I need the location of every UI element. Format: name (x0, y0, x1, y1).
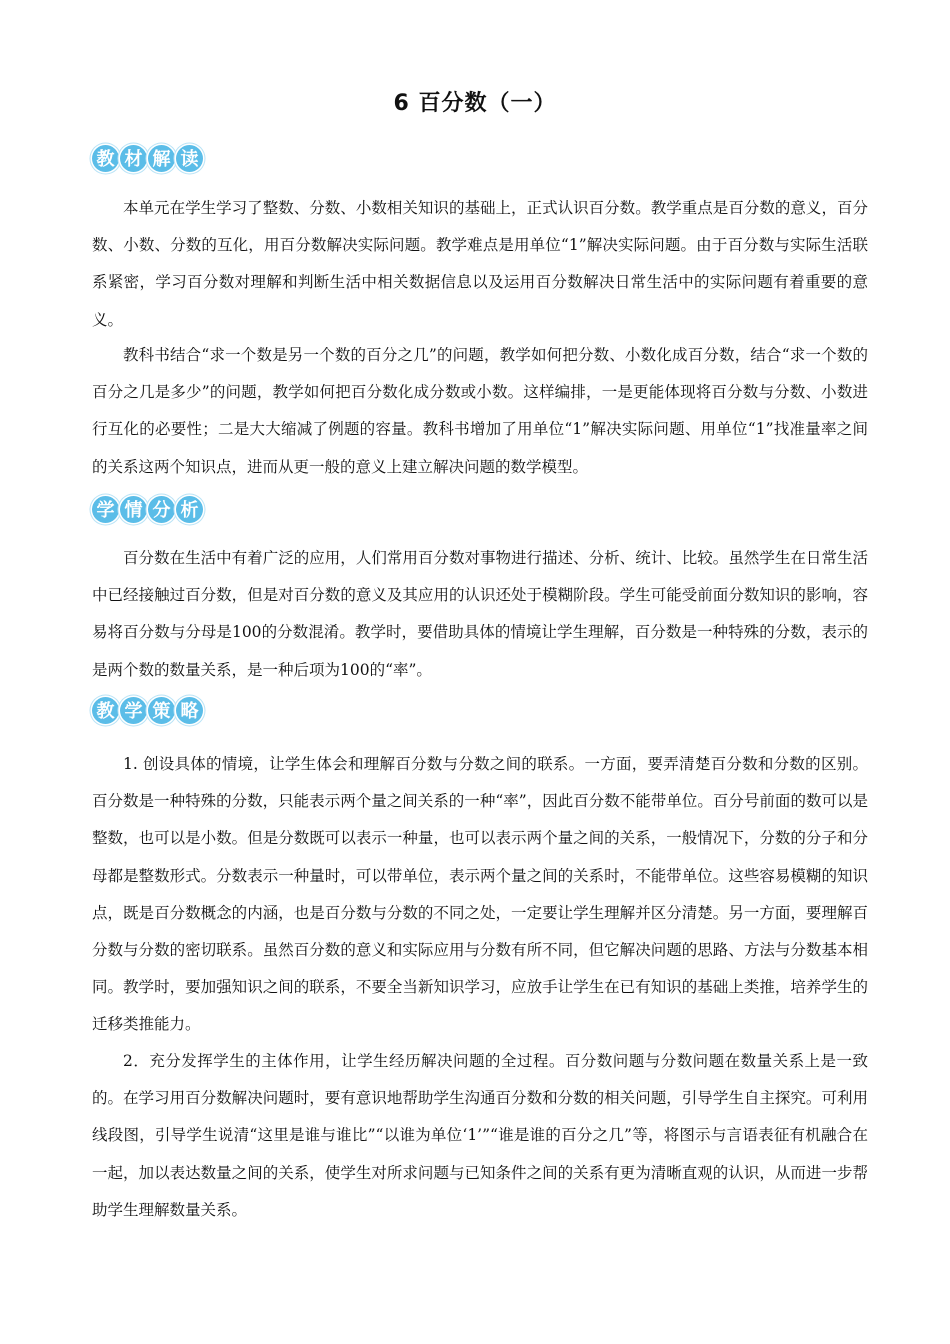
section-badge-student-analysis (92, 493, 203, 525)
badge-char: 解 (148, 145, 175, 172)
badge-char: 分 (148, 496, 175, 523)
badge-char: 策 (148, 697, 175, 724)
paragraph-textbook-2: 教科书结合“求一个数是另一个数的百分之几”的问题，教学如何把分数、小数化成百分数，结合“求一个数的百分之几是多少”的问题，教学如何把百分数化成分数或小数。这样编排，一是更能体现将百分数与分数、小数进行互化的必要性；二是大大缩减了例题的容量。教科书增加了用单位“1”解决实际问题、用单位“1”找准量率之间的关系这两个知识点，进而从更一般的意义上建立解决问题的数学模型。 (92, 346, 868, 476)
badge-char: 情 (120, 496, 147, 523)
section-badge-teaching-strategy (92, 694, 203, 726)
section-badge-textbook-interpretation (92, 142, 203, 174)
page-title: 6 百分数（一） (393, 91, 557, 116)
paragraph-strategy-2: 2．充分发挥学生的主体作用，让学生经历解决问题的全过程。百分数问题与分数问题在数量关系上是一致的。在学习用百分数解决问题时，要有意识地帮助学生沟通百分数和分数的相关问题，引导学生自主探究。可利用线段图，引导学生说清“这里是谁与谁比”“以谁为单位‘1’”“谁是谁的百分之几”等，将图示与言语表征有机融合在一起，加以表达数量之间的关系，使学生对所求问题与已知条件之间的关系有更为清晰直观的认识，从而进一步帮助学生理解数量关系。 (92, 1052, 868, 1219)
badge-char: 读 (176, 145, 203, 172)
badge-char: 学 (92, 496, 119, 523)
badge-char: 教 (92, 145, 119, 172)
badge-char: 学 (120, 697, 147, 724)
paragraph-students-1: 百分数在生活中有着广泛的应用，人们常用百分数对事物进行描述、分析、统计、比较。虽然学生在日常生活中已经接触过百分数，但是对百分数的意义及其应用的认识还处于模糊阶段。学生可能受前面分数知识的影响，容易将百分数与分母是100的分数混淆。教学时，要借助具体的情境让学生理解，百分数是一种特殊的分数，表示的是两个数的数量关系，是一种后项为100的“率”。 (92, 549, 868, 679)
paragraph-textbook-1: 本单元在学生学习了整数、分数、小数相关知识的基础上，正式认识百分数。教学重点是百分数的意义，百分数、小数、分数的互化，用百分数解决实际问题。教学难点是用单位“1”解决实际问题。由于百分数与实际生活联系紧密，学习百分数对理解和判断生活中相关数据信息以及运用百分数解决日常生活中的实际问题有着重要的意义。 (92, 199, 868, 329)
paragraph-strategy-1: 1. 创设具体的情境，让学生体会和理解百分数与分数之间的联系。一方面，要弄清楚百分数和分数的区别。百分数是一种特殊的分数，只能表示两个量之间关系的一种“率”，因此百分数不能带单位。百分号前面的数可以是整数，也可以是小数。但是分数既可以表示一种量，也可以表示两个量之间的关系，一般情况下，分数的分子和分母都是整数形式。分数表示一种量时，可以带单位，表示两个量之间的关系时，不能带单位。这些容易模糊的知识点，既是百分数概念的内涵，也是百分数与分数的不同之处，一定要让学生理解并区分清楚。另一方面，要理解百分数与分数的密切联系。虽然百分数的意义和实际应用与分数有所不同，但它解决问题的思路、方法与分数基本相同。教学时，要加强知识之间的联系，不要全当新知识学习，应放手让学生在已有知识的基础上类推，培养学生的迁移类推能力。 (92, 755, 868, 1034)
badge-char: 教 (92, 697, 119, 724)
badge-char: 略 (176, 697, 203, 724)
badge-char: 析 (176, 496, 203, 523)
badge-char: 材 (120, 145, 147, 172)
